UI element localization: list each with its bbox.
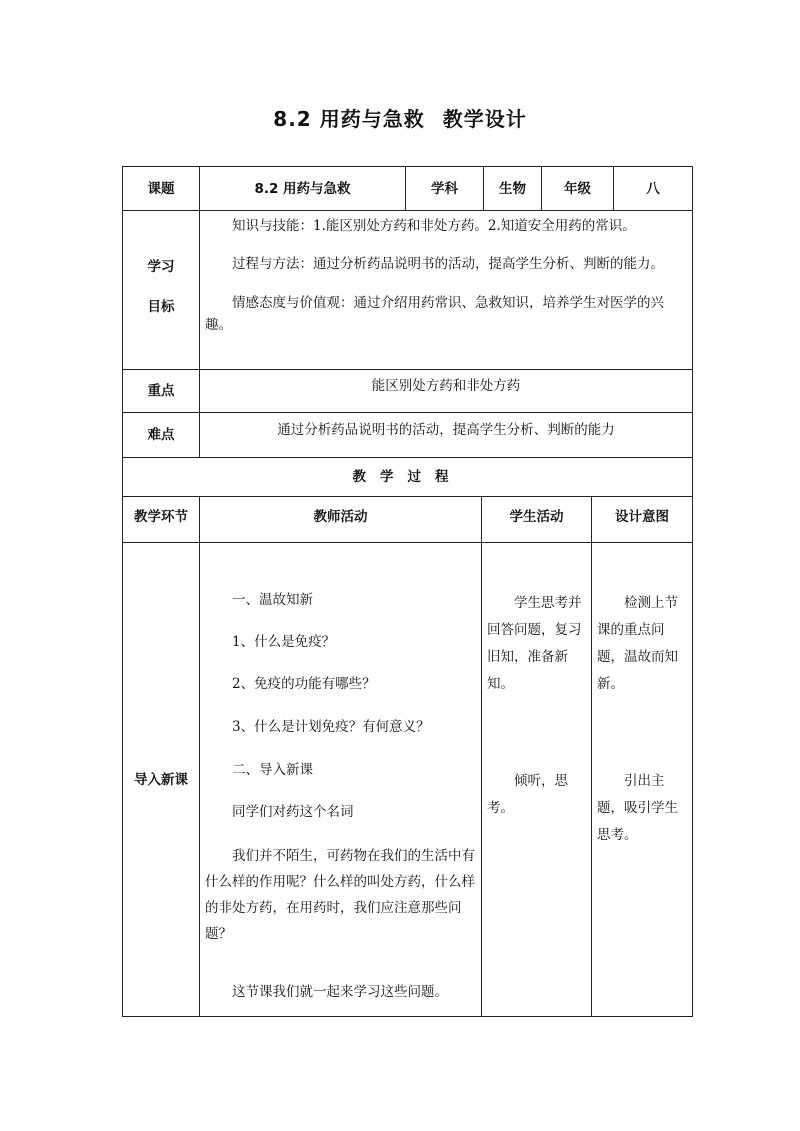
process-header [123,458,692,496]
goal-process: 过程与方法：通过分析药品说明书的活动，提高学生分析、判断的能力。 [232,256,664,272]
intent-text-2: 引出主题，吸引学生思考。 [597,773,678,843]
col-header-teacher: 教师活动 [313,509,368,525]
title-lesson: 8.2 用药与急救 [273,107,425,131]
page-title [0,103,800,132]
teacher-line-7: 我们并不陌生，可药物在我们的生活中有什么样的作用呢？什么样的叫处方药，什么样的非处方药，在用药时，我们应注意那些问题？ [205,848,475,942]
key-point-value: 能区别处方药和非处方药 [371,378,521,394]
teacher-line-5: 二、导入新课 [232,762,313,778]
goals-content [205,216,687,366]
title-design: 教学设计 [442,107,527,131]
goals-label [123,211,199,369]
teacher-line-3: 2、免疫的功能有哪些？ [232,676,376,692]
subject-value: 生物 [499,180,526,197]
grade-label: 年级 [564,180,591,197]
teacher-line-2: 1、什么是免疫？ [232,634,336,650]
intent-text-1: 检测上节课的重点问题，温故而知新。 [597,595,678,692]
col-header-intent: 设计意图 [615,509,669,525]
key-point-cell [200,370,692,412]
student-text-1: 学生思考并回答问题，复习旧知，准备新知。 [487,595,582,692]
student-activity-2 [487,768,587,828]
stage-intro: 导入新课 [134,771,188,788]
goal-emotion: 情感态度与价值观：通过介绍用药常识、急救知识，培养学生对医学的兴趣。 [205,295,664,333]
teacher-line-4: 3、什么是计划免疫？有何意义？ [232,719,430,735]
intent-1 [597,590,687,710]
col-header-student: 学生活动 [509,509,564,525]
teacher-paragraph [205,843,477,963]
intent-2 [597,768,687,858]
topic-value: 8.2 用药与急救 [254,180,351,197]
goal-knowledge: 知识与技能：1.能区别处方药和非处方药。2.知道安全用药的常识。 [232,218,636,234]
key-point-label: 重点 [147,383,175,399]
topic-label: 课题 [147,180,175,197]
goals-label-2: 目标 [147,299,175,315]
student-activity-1 [487,590,587,710]
teacher-closing [205,982,477,1006]
subject-label: 学科 [431,180,458,197]
student-text-2: 倾听，思考。 [487,773,568,816]
col-header-stage: 教学环节 [134,509,188,525]
teacher-line-6: 同学们对药这个名词 [232,804,354,820]
teacher-line-8: 这节课我们就一起来学习这些问题。 [232,984,448,1000]
goals-label-1: 学习 [147,259,175,275]
grade-value: 八 [646,180,660,197]
difficulty-value: 通过分析药品说明书的活动，提高学生分析、判断的能力 [277,422,615,438]
difficulty-cell [200,413,692,457]
teacher-line-1: 一、温故知新 [232,592,313,608]
process-header-text: 教学过程 [352,469,463,485]
difficulty-label: 难点 [147,427,175,443]
